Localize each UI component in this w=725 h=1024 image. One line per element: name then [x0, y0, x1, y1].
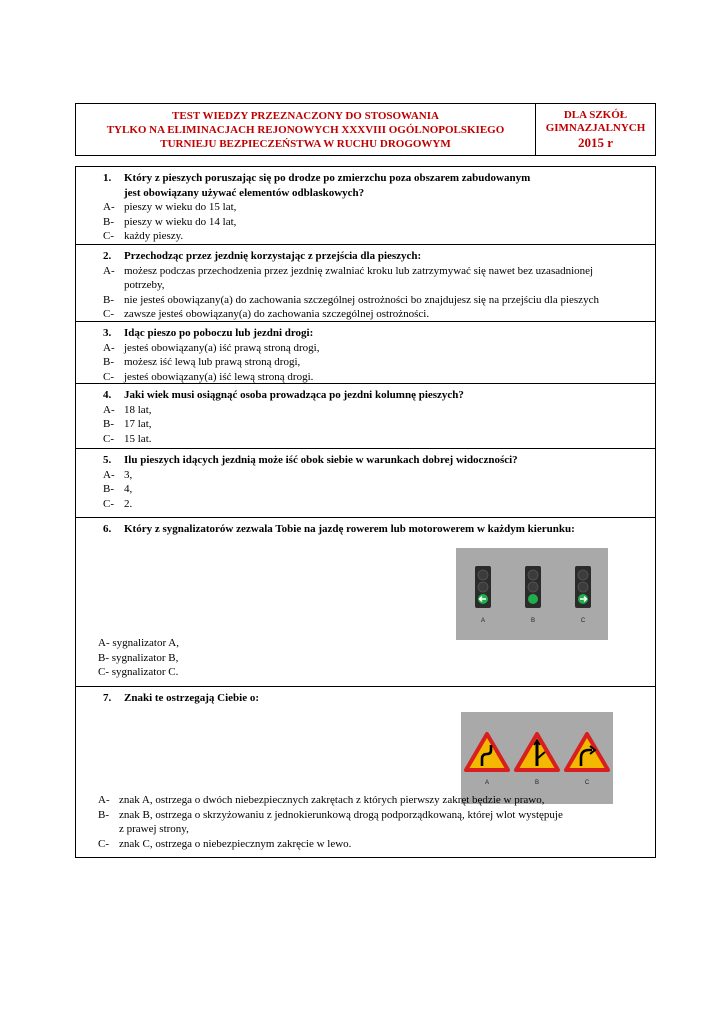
traffic-lights-image: [456, 548, 608, 640]
answers-list: [98, 793, 563, 851]
sign-c: [566, 734, 608, 770]
answer-c: C- każdy pieszy.: [103, 230, 184, 242]
question-text: 1. Który z pieszych poruszając się po drodze po zmierzchu poza obszarem zabudowanym: [103, 172, 531, 184]
signal-b-label: B: [530, 618, 536, 624]
sign-b: [516, 734, 558, 770]
question-text: 4. Jaki wiek musi osiągnąć osoba prowadząca po jezdni kolumnę pieszych?: [103, 389, 464, 401]
answer-a-continued: potrzeby,: [124, 279, 165, 291]
answer-b: B- pieszy w wieku do 14 lat,: [103, 215, 237, 228]
question-4: [76, 384, 655, 449]
header-audience: [536, 104, 655, 155]
signal-a: [475, 566, 491, 608]
question-3: [76, 322, 655, 384]
warning-signs-icon: [461, 712, 613, 804]
answer-c: C- sygnalizator C.: [98, 666, 179, 678]
question-text: 3. Idąc pieszo po poboczu lub jezdni drogi:: [103, 327, 314, 339]
answer-a: A- pieszy w wieku do 15 lat,: [103, 201, 237, 213]
question-1: [76, 167, 655, 245]
answer-c: C- zawsze jesteś obowiązany(a) do zachowania szczególnej ostrożności.: [103, 308, 430, 320]
answer-c: C- 2.: [103, 497, 133, 510]
answer-c: C- 15 lat.: [103, 432, 152, 445]
signal-a-label: A: [480, 618, 486, 624]
answer-b: B- 17 lat,: [103, 418, 152, 430]
question-text: 2. Przechodząc przez jezdnię korzystając z przejścia dla pieszych:: [103, 250, 422, 262]
question-6: [76, 518, 655, 687]
sign-c-label: C: [584, 780, 590, 786]
question-2: [76, 245, 655, 322]
answer-c: C- jesteś obowiązany(a) iść lewą stroną drogi.: [103, 370, 314, 383]
signal-b: [525, 566, 541, 608]
answer-b-continued: z prawej strony,: [119, 823, 189, 835]
header-title: [76, 104, 536, 155]
question-text: 5. Ilu pieszych idących jezdnią może iść obok siebie w warunkach dobrej widoczności?: [103, 454, 518, 466]
header-line-2: TYLKO NA ELIMINACJACH REJONOWYCH XXXVIII OGÓLNOPOLSKIEGO: [106, 123, 505, 136]
answer-c: C- znak C, ostrzega o niebezpiecznym zakręcie w lewo.: [98, 837, 352, 850]
question-5: [76, 449, 655, 518]
answer-a: A- znak A, ostrzega o dwóch niebezpiecznych zakrętach z których pierwszy zakręt będzie w prawo,: [98, 794, 545, 806]
answer-a: A- 3,: [103, 468, 133, 481]
question-7: [76, 687, 655, 857]
question-text-continued: jest obowiązany używać elementów odblaskowych?: [124, 186, 365, 199]
sign-b-label: B: [534, 780, 540, 786]
signal-c-label: C: [580, 618, 586, 624]
traffic-lights-icon: [456, 548, 608, 640]
answer-a: A- jesteś obowiązany(a) iść prawą stroną drogi,: [103, 341, 320, 354]
answer-a: A- sygnalizator A,: [98, 637, 179, 649]
answers-list: [98, 636, 179, 680]
questions-table: [75, 166, 656, 858]
header-right-1: DLA SZKÓŁ: [563, 109, 628, 121]
answer-b: B- 4,: [103, 483, 133, 495]
signal-c: [575, 566, 591, 608]
question-text: 7. Znaki te ostrzegają Ciebie o:: [103, 692, 260, 704]
warning-signs-image: [461, 712, 613, 804]
header-line-1: TEST WIEDZY PRZEZNACZONY DO STOSOWANIA: [172, 109, 439, 122]
header-right-3: 2015 r: [577, 135, 614, 150]
question-text: 6. Który z sygnalizatorów zezwala Tobie na jazdę rowerem lub motorowerem w każdym kierunku:: [103, 523, 575, 535]
answer-b: B- nie jesteś obowiązany(a) do zachowania szczególnej ostrożności bo znajdujesz się na przejściu dla pieszych: [103, 293, 599, 306]
answer-b: B- znak B, ostrzega o skrzyżowaniu z jednokierunkową drogą podporządkowaną, której wlot występuje: [98, 808, 563, 821]
answer-b: B- możesz iść lewą lub prawą stroną drogi,: [103, 356, 301, 368]
answer-a: A- 18 lat,: [103, 403, 152, 416]
sign-a-label: A: [484, 780, 490, 786]
answer-a: A- możesz podczas przechodzenia przez jezdnię zwalniać kroku lub zatrzymywać się nawet bez uzasadnionej: [103, 264, 594, 277]
answer-b: B- sygnalizator B,: [98, 651, 179, 664]
test-header: [75, 103, 656, 156]
sign-a: [466, 734, 508, 770]
header-line-3: TURNIEJU BEZPIECZEŃSTWA W RUCHU DROGOWYM: [160, 137, 451, 150]
header-right-2: GIMNAZJALNYCH: [545, 122, 646, 134]
